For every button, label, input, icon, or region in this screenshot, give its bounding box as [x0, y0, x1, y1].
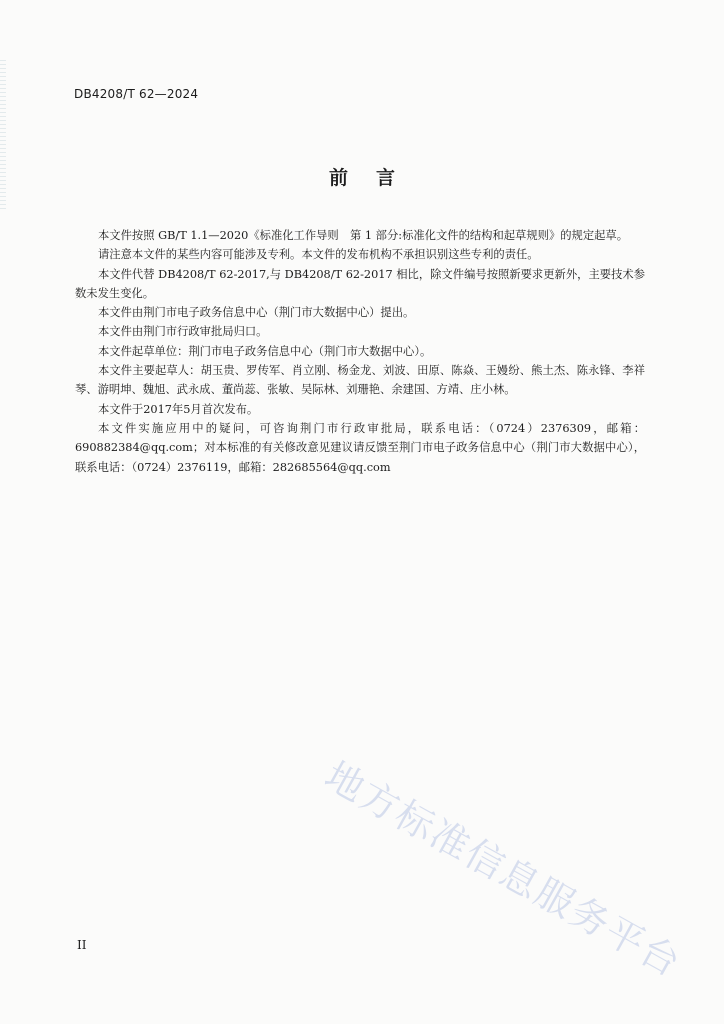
standard-code: DB4208/T 62—2024: [74, 87, 199, 101]
paragraph: 本文件按照 GB/T 1.1—2020《标准化工作导则 第 1 部分:标准化文件的结构和起草规则》的规定起草。: [98, 229, 629, 242]
paragraph: 本文件主要起草人：胡玉贵、罗传军、肖立刚、杨金龙、刘波、田原、陈焱、王嫚纷、熊土杰、陈永锋、李祥琴、游明坤、魏旭、武永成、董尚蕊、张敏、吴际林、刘珊艳、余建国、方靖、庄小林。: [75, 364, 645, 397]
paragraph: 请注意本文件的某些内容可能涉及专利。本文件的发布机构不承担识别这些专利的责任。: [98, 248, 539, 262]
paragraph: 本文件实施应用中的疑问，可咨询荆门市行政审批局，联系电话：（0724）2376309，邮箱：690882384@qq.com；对本标准的有关修改意见建议请反馈至荆门市电子政务信息中心（荆门市大数据中心），联系电话：（0724）2376119，邮箱：282685564@qq.com: [75, 421, 645, 474]
paragraph: 本文件于2017年5月首次发布。: [98, 402, 259, 416]
page-number: II: [77, 938, 87, 952]
section-title: 前言: [328, 167, 423, 189]
foreword-body: [75, 226, 645, 477]
paragraph: 本文件由荆门市电子政务信息中心（荆门市大数据中心）提出。: [98, 306, 415, 320]
paragraph: 本文件由荆门市行政审批局归口。: [98, 325, 268, 339]
watermark: 地方标准信息服务平台: [317, 753, 689, 986]
paragraph: 本文件起草单位：荆门市电子政务信息中心（荆门市大数据中心）。: [98, 344, 432, 358]
paragraph: 本文件代替 DB4208/T 62-2017,与 DB4208/T 62-2017 相比，除文件编号按照新要求更新外，主要技术参数未发生变化。: [75, 267, 645, 300]
